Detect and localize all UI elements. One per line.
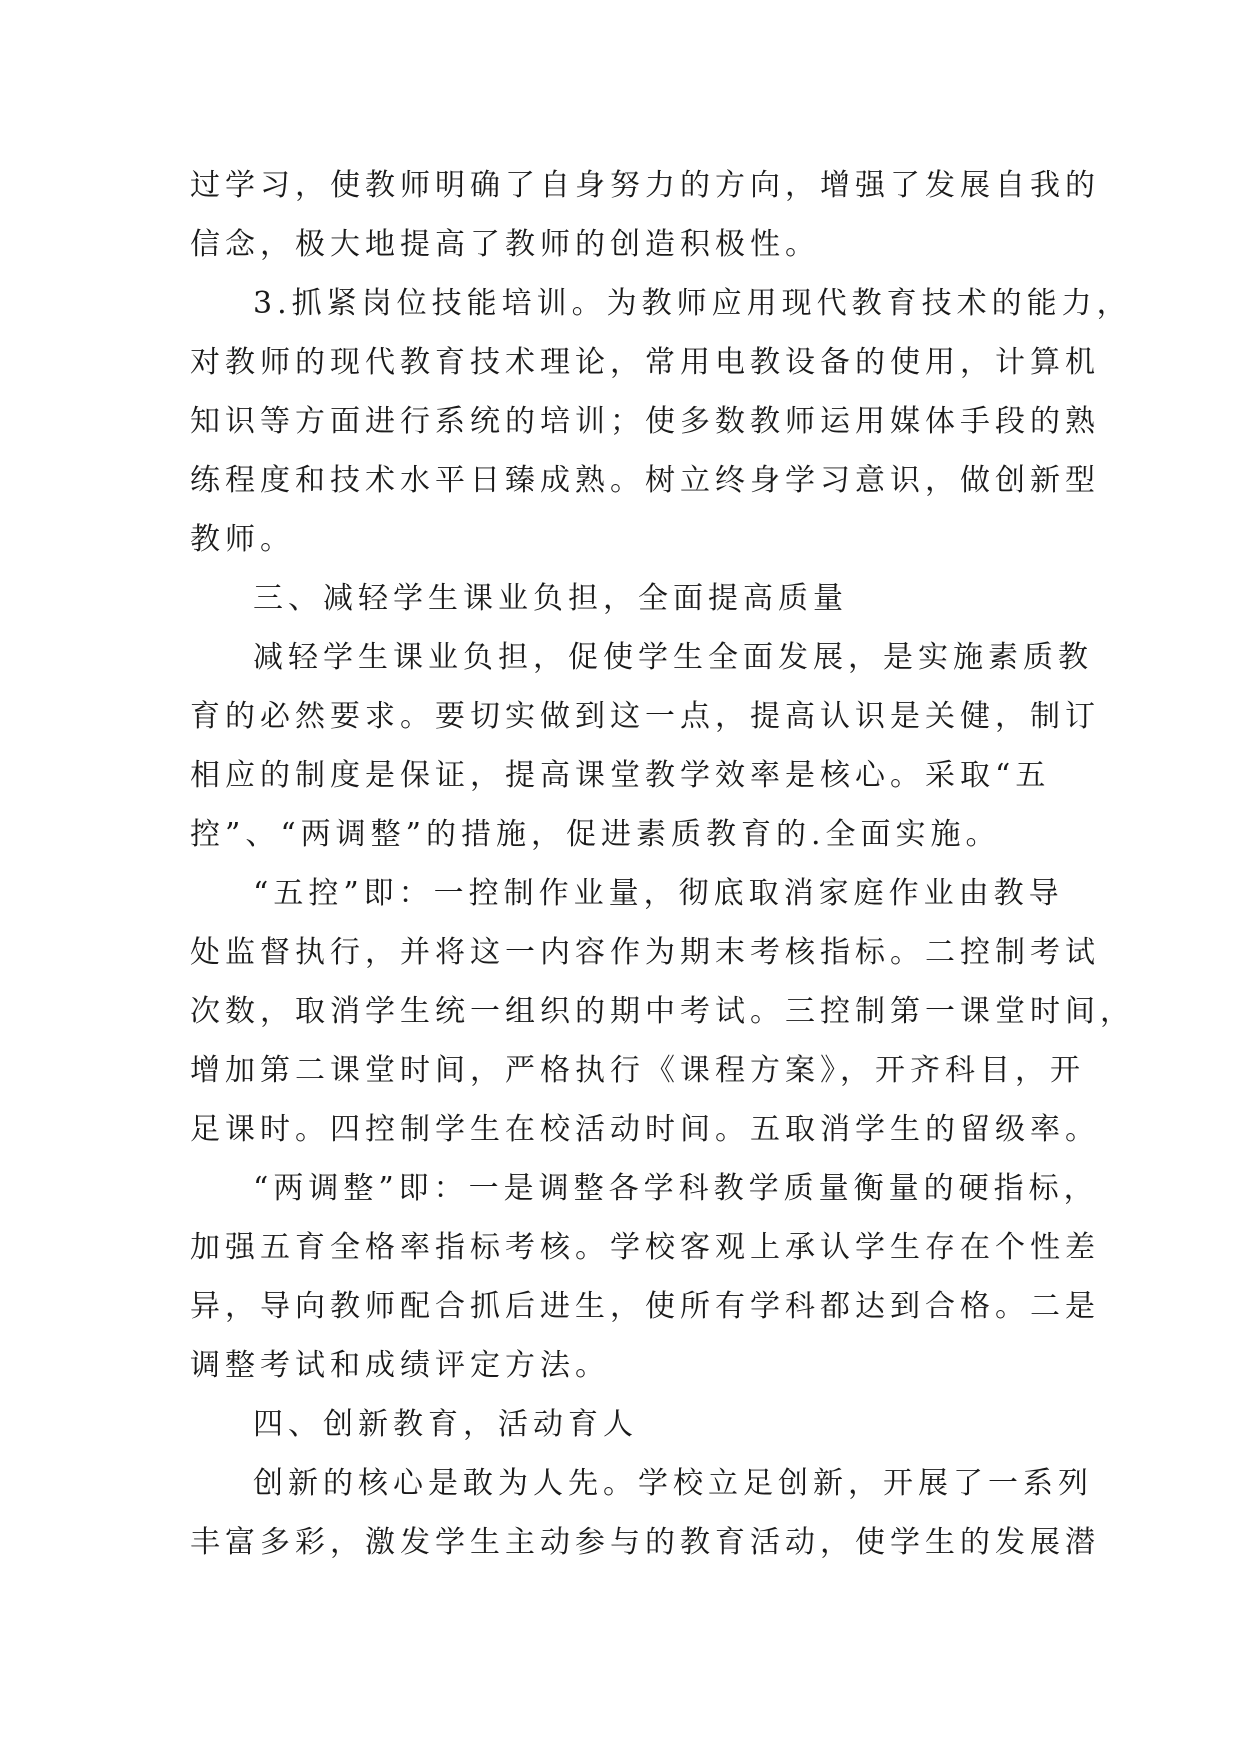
text-line: 足课时。四控制学生在校活动时间。五取消学生的留级率。 <box>190 1112 1100 1147</box>
text-line: 异，导向教师配合抓后进生，使所有学科都达到合格。二是 <box>190 1289 1100 1324</box>
text-line: 3.抓紧岗位技能培训。为教师应用现代教育技术的能力， <box>253 286 1132 321</box>
text-line: 次数，取消学生统一组织的期中考试。三控制第一课堂时间， <box>190 994 1135 1029</box>
text-line: 练程度和技术水平日臻成熟。树立终身学习意识，做创新型 <box>190 463 1100 498</box>
text-line: 处监督执行，并将这一内容作为期末考核指标。二控制考试 <box>190 935 1100 970</box>
section-heading: 四、创新教育，活动育人 <box>253 1407 638 1442</box>
text-line: “五控”即：一控制作业量，彻底取消家庭作业由教导 <box>253 876 1064 911</box>
text-line: 相应的制度是保证，提高课堂教学效率是核心。采取“五 <box>190 758 1051 793</box>
section-heading: 三、减轻学生课业负担，全面提高质量 <box>253 581 848 616</box>
text-line: 丰富多彩，激发学生主动参与的教育活动，使学生的发展潜 <box>190 1525 1100 1560</box>
text-line: 增加第二课堂时间，严格执行《课程方案》，开齐科目，开 <box>190 1053 1085 1088</box>
document-body <box>190 156 1135 1572</box>
text-line: 控”、“两调整”的措施，促进素质教育的.全面实施。 <box>190 817 1001 852</box>
text-line: 育的必然要求。要切实做到这一点，提高认识是关健，制订 <box>190 699 1100 734</box>
text-line: 加强五育全格率指标考核。学校客观上承认学生存在个性差 <box>190 1230 1100 1265</box>
text-line: 创新的核心是敢为人先。学校立足创新，开展了一系列 <box>253 1466 1093 1501</box>
text-line: 教师。 <box>190 522 295 557</box>
text-line: 对教师的现代教育技术理论，常用电教设备的使用，计算机 <box>190 345 1100 380</box>
text-line: “两调整”即：一是调整各学科教学质量衡量的硬指标， <box>253 1171 1099 1206</box>
text-line: 信念，极大地提高了教师的创造积极性。 <box>190 227 820 262</box>
text-line: 调整考试和成绩评定方法。 <box>190 1348 610 1383</box>
text-line: 知识等方面进行系统的培训；使多数教师运用媒体手段的熟 <box>190 404 1100 439</box>
text-line: 减轻学生课业负担，促使学生全面发展，是实施素质教 <box>253 640 1093 675</box>
text-line: 过学习，使教师明确了自身努力的方向，增强了发展自我的 <box>190 168 1100 203</box>
